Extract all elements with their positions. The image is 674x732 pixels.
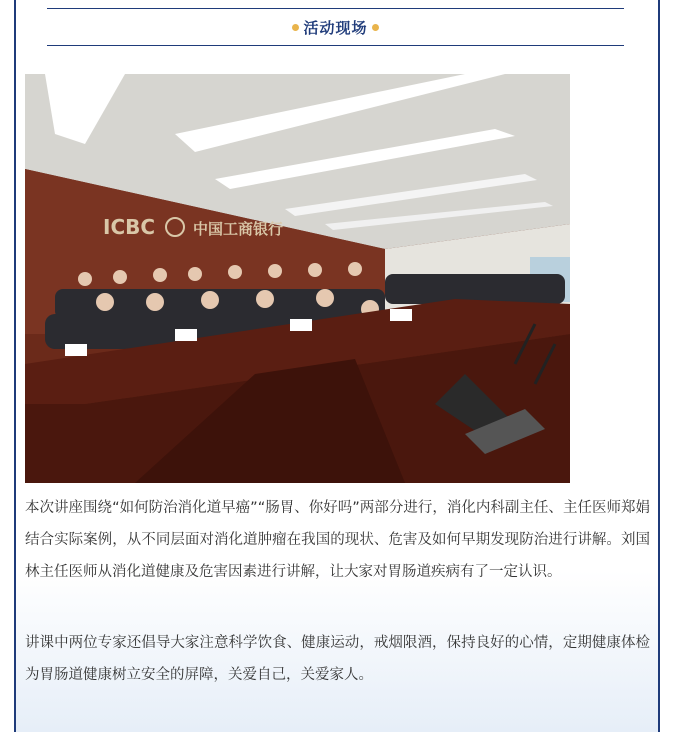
- article-paragraph-1: 本次讲座围绕“如何防治消化道早癌”“肠胃、你好吗”两部分进行，消化内科副主任、主任医师郑娟结合实际案例，从不同层面对消化道肿瘤在我国的现状、危害及如何早期发现防治进行讲解。刘国林主任医师从消化道健康及危害因素进行讲解，让大家对胃肠道疾病有了一定认识。: [25, 500, 650, 580]
- wall-bank-name: 中国工商银行: [193, 220, 284, 238]
- section-title: 活动现场: [303, 18, 368, 37]
- section-header: [47, 8, 624, 46]
- wall-logo: ICBC: [103, 215, 156, 239]
- right-dot-icon: [372, 24, 379, 31]
- event-photo: [25, 74, 570, 483]
- left-dot-icon: [292, 24, 299, 31]
- article-paragraph-2: 讲课中两位专家还倡导大家注意科学饮食、健康运动，戒烟限酒，保持良好的心情，定期健康体检为胃肠道健康树立安全的屏障，关爱自己，关爱家人。: [25, 635, 650, 683]
- conference-room-illustration: [25, 74, 570, 483]
